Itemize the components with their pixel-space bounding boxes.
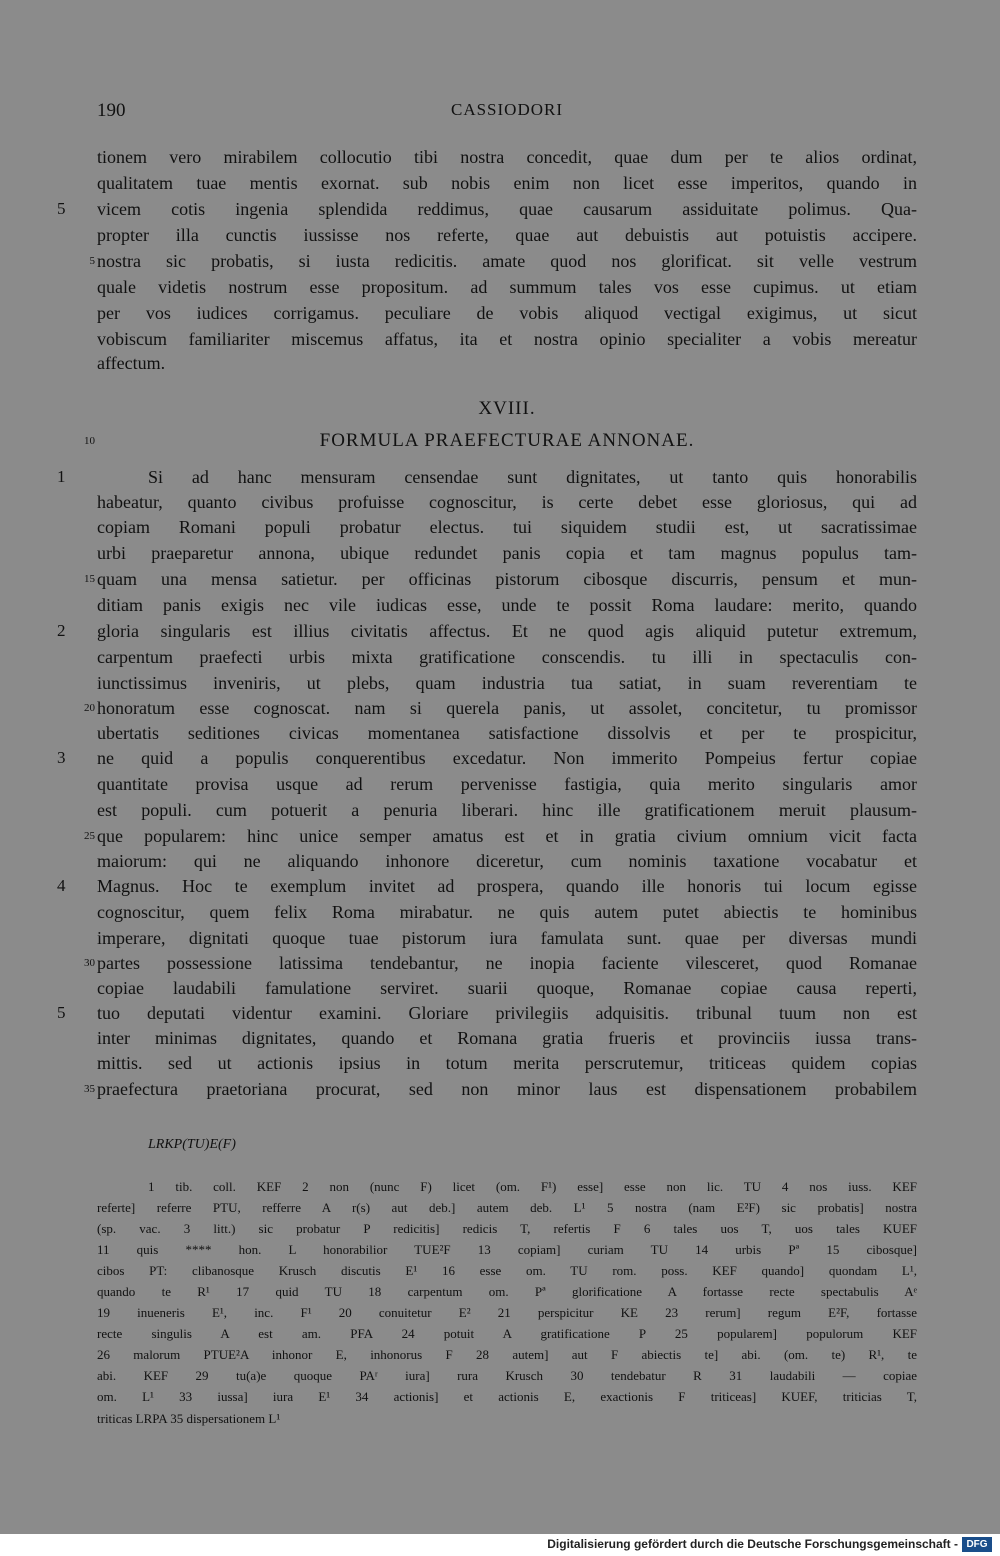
formula-line: Si ad hanc mensuram censendae sunt dignitates, ut tanto quis honorabilis [148, 467, 917, 487]
body-line: propter illa cunctis iussisse nos referte, quae aut debuistis aut potuistis accipere. [97, 225, 917, 245]
formula-line: ubertatis seditiones civicas momentanea satisfactione dissolvis et per te prospicitur, [97, 723, 917, 743]
section-title: FORMULA PRAEFECTURAE ANNONAE. [319, 430, 695, 451]
body-line: per vos iudices corrigamus. peculiare de vobis aliquod vectigal exigimus, ut sicut [97, 303, 917, 323]
formula-line: ne quid a populis conquerentibus excedatur. Non immerito Pompeius fertur copiae [97, 748, 917, 768]
body-line: vicem cotis ingenia splendida reddimus, quae causarum assiduitate polimus. Qua- [97, 199, 917, 219]
formula-line: carpentum praefecti urbis mixta gratificatione conscendis. tu illi in spectaculis con- [97, 647, 917, 667]
apparatus-line: om. L¹ 33 iussa] iura E¹ 34 actionis] et actionis E, exactionis F triticeas] KUEF, triticias T, [97, 1389, 917, 1404]
formula-line: copiae laudabili famulatione serviret. suarii quoque, Romanae copiae causa reperti, [97, 978, 917, 998]
line-number: 35 [84, 1083, 95, 1095]
page-number: 190 [97, 100, 126, 121]
formula-line: urbi praeparetur annona, ubique redundet panis copia et tam magnus populus tam- [97, 543, 917, 563]
apparatus-line: 19 inueneris E¹, inc. F¹ 20 conuitetur E² 21 perspicitur KE 23 rerum] regum E²F, fortasse [97, 1305, 917, 1320]
section-number: XVIII. [478, 398, 536, 419]
body-line: tionem vero mirabilem collocutio tibi nostra concedit, quae dum per te alios ordinat, [97, 147, 917, 167]
formula-line: honoratum esse cognoscat. nam si querela panis, ut assolet, concitetur, tu promissor [97, 698, 917, 718]
formula-line: maiorum: qui ne aliquando inhonore diceretur, cum nominis taxatione vocabatur et [97, 851, 917, 871]
line-number: 25 [84, 830, 95, 842]
apparatus-line: 1 tib. coll. KEF 2 non (nunc F) licet (om. F¹) esse] esse non lic. TU 4 nos iuss. KEF [148, 1179, 917, 1194]
apparatus-line: referte] referre PTU, refferre A r(s) aut deb.] autem deb. L¹ 5 nostra (nam E²F) sic probatis] nostra [97, 1200, 917, 1215]
paragraph-number: 3 [57, 748, 66, 767]
formula-line: est populi. cum potuerit a penuria liberari. hinc ille gratificationem meruit plausum- [97, 800, 917, 820]
body-line: affectum. [97, 353, 166, 373]
body-line: nostra sic probatis, si iusta redicitis. amate quod nos glorificat. sit velle vestrum [97, 251, 917, 271]
paragraph-number: 5 [57, 199, 66, 218]
formula-line: copiam Romani populi probatur electus. tui siquidem studii est, ut sacratissimae [97, 517, 917, 537]
paragraph-number: 2 [57, 621, 66, 640]
formula-line: cognoscitur, quem felix Roma mirabatur. ne quis autem putet abiectis te hominibus [97, 902, 917, 922]
body-line: quale videtis nostrum esse propositum. ad summum tales vos esse cupimus. ut etiam [97, 277, 917, 297]
formula-line: gloria singularis est illius civitatis affectus. Et ne quod agis aliquid putetur extremum, [97, 621, 917, 641]
line-number: 5 [89, 255, 95, 267]
manuscript-sigla: LRKP(TU)E(F) [148, 1137, 236, 1152]
apparatus-line: (sp. vac. 3 litt.) sic probatur P redicitis] redicis T, refertis F 6 tales uos T, uos tales KUEF [97, 1221, 917, 1236]
paragraph-number: 5 [57, 1003, 66, 1022]
footer-bar [0, 1534, 1000, 1556]
formula-line: inter minimas dignitates, quando et Romana gratia frueris et provinciis iussa trans- [97, 1028, 917, 1048]
apparatus-line: quando te R¹ 17 quid TU 18 carpentum om. Pª glorificatione A fortasse recte spectabulis Aᵉ [97, 1284, 917, 1299]
line-number: 30 [84, 957, 95, 969]
running-head: CASSIODORI [450, 100, 564, 119]
formula-line: imperare, dignitati quoque tuae pistorum iura famulata sunt. quae per diversas mundi [97, 928, 917, 948]
body-line: qualitatem tuae mentis exornat. sub nobis enim non licet esse imperitos, quando in [97, 173, 917, 193]
apparatus-line: abi. KEF 29 tu(a)e quoque PAʳ iura] rura Krusch 30 tendebatur R 31 laudabili — copiae [97, 1368, 917, 1383]
formula-line: mittis. sed ut actionis ipsius in totum merita perscrutemur, triticeas quidem copias [97, 1053, 917, 1073]
dfg-logo-icon: DFG [962, 1537, 992, 1552]
line-number: 20 [84, 702, 95, 714]
formula-line: Magnus. Hoc te exemplum invitet ad prospera, quando ille honoris tui locum egisse [97, 876, 917, 896]
paragraph-number: 4 [57, 876, 66, 895]
formula-line: iunctissimus inveniris, ut plebs, quam industria tua satiat, in suam reverentiam te [97, 673, 917, 693]
apparatus-line: 11 quis **** hon. L honorabilior TUE²F 13 copiam] curiam TU 14 urbis Pª 15 cibosque] [97, 1242, 917, 1257]
line-number: 15 [84, 573, 95, 585]
footer-credit: Digitalisierung gefördert durch die Deutsche Forschungsgemeinschaft - [547, 1537, 958, 1551]
apparatus-line: cibos PT: clibanosque Krusch discutis E¹ 16 esse om. TU rom. poss. KEF quando] quondam L¹, [97, 1263, 917, 1278]
formula-line: que popularem: hinc unice semper amatus est et in gratia civium omnium vicit facta [97, 826, 917, 846]
formula-line: quantitate provisa usque ad rerum pervenisse fastigia, quia merito singularis amor [97, 774, 917, 794]
apparatus-line: 26 malorum PTUE²A inhonor E, inhonorus F 28 autem] aut F abiectis te] abi. (om. te) R¹, te [97, 1347, 917, 1362]
line-number: 10 [84, 435, 95, 447]
body-line: vobiscum familiariter miscemus affatus, ita et nostra opinio specialiter a vobis mereatur [97, 329, 917, 349]
apparatus-line: triticas LRPA 35 dispersationem L¹ [97, 1411, 281, 1426]
apparatus-line: recte singulis A est am. PFA 24 potuit A gratificatione P 25 popularem] populorum KEF [97, 1326, 917, 1341]
page-header [97, 100, 917, 126]
paragraph-number: 1 [57, 467, 66, 486]
formula-line: partes possessione latissima tendebantur, ne inopia faciente vilesceret, quod Romanae [97, 953, 917, 973]
formula-line: ditiam panis exigis nec vile iudicas esse, unde te possit Roma laudare: merito, quando [97, 595, 917, 615]
formula-line: praefectura praetoriana procurat, sed non minor laus est dispensationem probabilem [97, 1079, 917, 1099]
formula-line: habeatur, quanto civibus profuisse cognoscitur, is certe debet esse gloriosus, qui ad [97, 492, 917, 512]
formula-line: tuo deputati videntur examini. Gloriare privilegiis adquisitis. tribunal tuum non est [97, 1003, 917, 1023]
formula-line: quam una mensa satietur. per officinas pistorum cibosque discurris, pensum et mun- [97, 569, 917, 589]
